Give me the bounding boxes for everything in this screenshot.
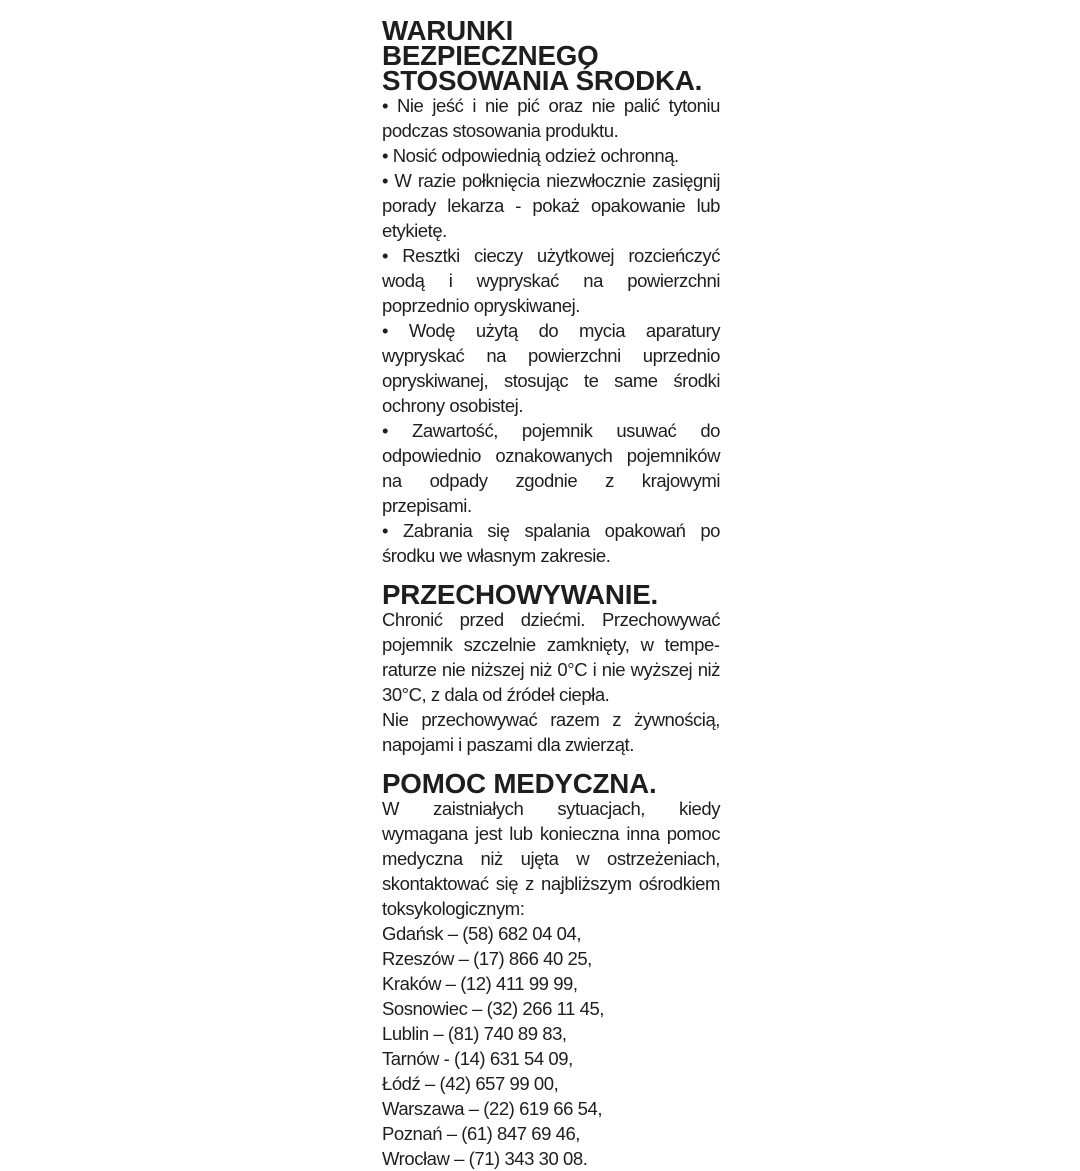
toxicology-center-list [382,921,720,1171]
storage-title: PRZECHOWYWANIE. [382,579,659,610]
toxicology-center-phone: Rzeszów – (17) 866 40 25, [382,948,592,969]
toxicology-center-phone: Łódź – (42) 657 99 00, [382,1073,559,1094]
storage-paragraph: Nie przechowywać razem z żywnością, napojami i paszami dla zwierząt. [382,709,720,755]
toxicology-center-phone: Wrocław – (71) 343 30 08. [382,1148,588,1169]
toxicology-center-phone: Tarnów - (14) 631 54 09, [382,1048,573,1069]
storage-section [382,579,720,757]
safety-bullet: • Nosić odpowiednią odzież ochronną. [382,143,720,168]
toxicology-center-phone: Gdańsk – (58) 682 04 04, [382,923,582,944]
safety-bullet: • Zabrania się spalania opakowań po środku we własnym zakresie. [382,518,720,568]
medical-section [382,768,720,1171]
safety-title [382,15,720,96]
toxicology-center-phone: Warszawa – (22) 619 66 54, [382,1098,603,1119]
safety-bullet: • Wodę użytą do mycia aparatury wypryskać na powierzchni uprzednio opryskiwanej, stosując te same środki ochrony osobistej. [382,318,720,418]
safety-bullet: • Zawartość, pojemnik usuwać do odpowiednio oznakowanych pojemników na odpady zgodnie z krajowymi przepisami. [382,418,720,518]
safety-section [382,15,721,568]
medical-title: POMOC MEDYCZNA. [382,768,657,799]
safety-title-line: STOSOWANIA ŚRODKA. [382,65,703,96]
medical-intro: W zaistniałych sytuacjach, kiedy wymagana jest lub konieczna inna pomoc medyczna niż ujęta w ostrzeżeniach, skontaktować się z najbliższym ośrodkiem toksykologicznym: [382,798,720,919]
toxicology-center-phone: Sosnowiec – (32) 266 11 45, [382,998,604,1019]
storage-paragraph: Chronić przed dziećmi. Przechowywać pojemnik szczelnie zamknięty, w temperaturze nie niższej niż 0°C i nie wyższej niż 30°C, z dala od źródeł ciepła. [382,609,720,705]
toxicology-center-phone: Lublin – (81) 740 89 83, [382,1023,567,1044]
toxicology-center-phone: Kraków – (12) 411 99 99, [382,973,578,994]
safety-title-line: WARUNKI BEZPIECZNEGO [382,15,599,71]
safety-bullet: • Nie jeść i nie pić oraz nie palić tytoniu podczas stosowania produktu. [382,93,720,143]
safety-bullet: • Resztki cieczy użytkowej rozcieńczyć wodą i wypryskać na powierzchni poprzednio opryskiwanej. [382,243,720,318]
toxicology-center-phone: Poznań – (61) 847 69 46, [382,1123,580,1144]
safety-bullet: • W razie połknięcia niezwłocznie zasięgnij porady lekarza - pokaż opakowanie lub etykietę. [382,168,720,243]
product-label-text [382,15,721,1171]
